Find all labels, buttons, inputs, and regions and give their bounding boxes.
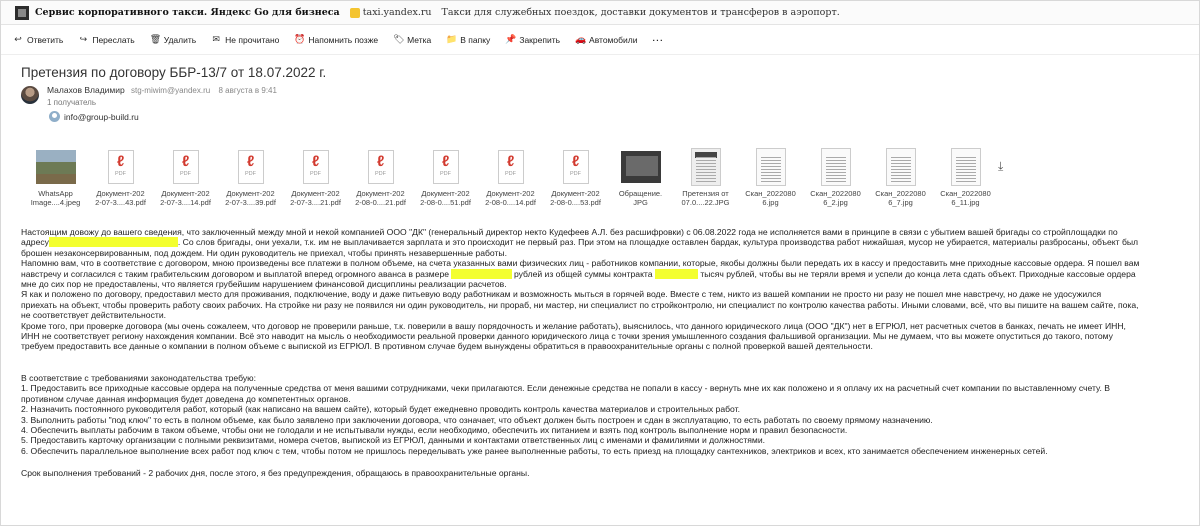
attachment-item[interactable] xyxy=(88,147,153,207)
delete-icon: 🗑 xyxy=(149,34,162,44)
attachment-item[interactable] xyxy=(803,147,868,207)
body-line: Напомню вам, что в соответствие с договором, мною произведены все платежи в полном объеме, на счета указанных вами физических лиц - работников компании, которые, якобы должны были передать их в кассу и предоставить мне приходные кассовые ордера. Я пошел вам xyxy=(21,258,1140,269)
body-line: 1. Предоставить все приходные кассовые ордера на полученные средства от меня вашими сотрудниками, чеки прилагаются. Если денежные средства не попали в кассу - вернуть мне их как положено и я оплачу их на расчетный счет компании по выставленному счету. В xyxy=(21,383,1110,394)
body-line: Кроме того, при проверке договора (мы очень сожалеем, что договор не проверили раньше, т.к. поверили в вашу порядочность и желание работать), выяснилось, что данного юридического лица (ООО "ДК") нет в ЕГРЮЛ, нет расчетных счетов в банках, печать не имеет ИНН, xyxy=(21,320,1126,331)
download-all-icon[interactable]: ⤓ xyxy=(998,159,1004,173)
attachment-item[interactable] xyxy=(218,147,283,207)
body-line: не соответствует действительности. xyxy=(21,310,167,321)
body-line: приехать на объект, чтобы проверить работу своих рабочих. На стройке ни разу не появился ни один руководитель, ни прораб, ни мастер, ни специалист по стройконтролю, ни специалист по контролю качества работы. Иными словами, всё, что вы пишите на вашем сайте, пока, xyxy=(21,299,1139,310)
body-line: противном случае данная информация будет доведена до компетентных органов. xyxy=(21,393,351,404)
attachment-item[interactable] xyxy=(738,147,803,207)
pdf-icon: ℓ PDF xyxy=(556,147,596,187)
attachment-item[interactable] xyxy=(348,147,413,207)
pdf-icon: ℓ PDF xyxy=(166,147,206,187)
attachment-thumbnail xyxy=(881,147,921,187)
attachment-thumbnail xyxy=(36,147,76,187)
attachment-item[interactable] xyxy=(413,147,478,207)
body-line: 6. Обеспечить параллельное выполнение всех работ под ключ с тем, чтобы потом не пришлось переделывать уже ранее выполненные работы, то есть приезд на площадку сантехников, электриков и всех, кто занимается обеспечением инженерных сетей. xyxy=(21,445,1048,456)
body-line: Я как и положено по договору, предоставил место для проживания, подключение, воду и даже питьевую воду работникам и возможность мыться в горячей воде. Вместе с тем, никто из вашей компании не просто ни разу не пошел мне навстречу, но даже не удосужился xyxy=(21,289,1102,300)
remind-label: Напомнить позже xyxy=(308,34,379,45)
reply-button[interactable] xyxy=(13,34,63,45)
attachment-item[interactable] xyxy=(933,147,998,207)
body-line: Срок выполнения требований - 2 рабочих дня, после этого, я без предупреждения, обращаюсь в правоохранительные органы. xyxy=(21,468,530,479)
body-line: В соответствие с требованиями законодательства требую: xyxy=(21,372,256,383)
cars-button[interactable] xyxy=(575,34,637,45)
unread-icon: ✉ xyxy=(212,34,220,44)
remind-button[interactable] xyxy=(294,34,378,45)
attachment-thumbnail xyxy=(621,147,661,187)
ad-search-result[interactable] xyxy=(1,1,1199,25)
message-body xyxy=(21,227,1191,479)
message-time: 8 августа в 9:41 xyxy=(218,86,277,95)
site-favicon xyxy=(15,6,29,20)
body-line: ИНН не соответствует региону нахождения компании. Всё это наводит на мысль о необходимости реальной проверки данного юридического лица с точки зрения умышленного создания фальшивой организации. Мы не думаем, что вы можете опуститься до такого, потому xyxy=(21,331,1113,342)
pdf-icon: ℓ PDF xyxy=(231,147,271,187)
attachment-name: Документ-202 2-08-0....21.pdf xyxy=(355,189,406,207)
sender-block xyxy=(21,85,277,107)
redacted-amount xyxy=(451,269,511,279)
forward-label: Переслать xyxy=(92,34,135,45)
attachment-name: Претензия от 07.0....22.JPG xyxy=(681,189,730,207)
attachment-name: Документ-202 2-08-0....51.pdf xyxy=(420,189,471,207)
attachment-name: Документ-202 2-07-3....39.pdf xyxy=(225,189,276,207)
attachment-name: Скан_2022080 6.jpg xyxy=(745,189,796,207)
label-label: Метка xyxy=(407,34,432,45)
redacted-address xyxy=(49,237,178,247)
remind-icon: ⏰ xyxy=(294,34,306,44)
yandex-icon xyxy=(350,8,360,18)
cars-icon: 🚗 xyxy=(575,34,587,44)
body-line: 3. Выполнить работы "под ключ" то есть в полном объеме, как было заявлено при заключении договора, что означает, что объект должен быть построен и сдан в эксплуатацию, то есть работать по своему прямому назначению. xyxy=(21,414,933,425)
reply-icon: ↩ xyxy=(14,34,22,44)
recipient-email: info@group-build.ru xyxy=(64,111,139,122)
pdf-icon: ℓ PDF xyxy=(296,147,336,187)
reply-label: Ответить xyxy=(27,34,64,45)
user-icon xyxy=(49,111,60,122)
attachment-name: Скан_2022080 6_2.jpg xyxy=(810,189,861,207)
body-line: брошен незаконсервированным, под дождем. Ни один руководитель не приехал, чтобы принять незавершенные работы. xyxy=(21,247,507,258)
body-line: адресу . Со слов бригады, они уехали, т.к. им не выплачивается зарплата и это происходит не первый раз. При этом на площадке оставлен бардак, культура производства работ нижайшая, мусор не убирается, материалы разбросаны, объект был xyxy=(21,237,1139,248)
attachment-name: Документ-202 2-08-0....53.pdf xyxy=(550,189,601,207)
attachment-item[interactable] xyxy=(673,147,738,207)
label-button[interactable] xyxy=(393,34,431,45)
sender-name[interactable]: Малахов Владимир xyxy=(47,85,125,95)
attachment-name: Документ-202 2-07-3....21.pdf xyxy=(290,189,341,207)
ad-description: Такси для служебных поездок, доставки документов и трансферов в аэропорт. xyxy=(441,7,840,18)
message-toolbar xyxy=(1,25,1199,55)
more-button[interactable] xyxy=(652,35,664,45)
attachment-item[interactable] xyxy=(543,147,608,207)
recipient-chip[interactable] xyxy=(49,111,139,122)
cars-label: Автомобили xyxy=(589,34,638,45)
unread-button[interactable] xyxy=(211,34,279,45)
body-line: 2. Назначить постоянного руководителя работ, который (как написано на вашем сайте), который будет ежедневно проводить контроль качества материалов и строительных работ. xyxy=(21,404,740,415)
body-line: 5. Предоставить карточку организации с полными реквизитами, номера счетов, выпиской из ЕГРЮЛ, данными и контактами ответственных лиц с именами и фамилиями и должностями. xyxy=(21,435,766,446)
attachment-thumbnail xyxy=(946,147,986,187)
ad-url[interactable]: taxi.yandex.ru xyxy=(362,7,432,18)
unread-label: Не прочитано xyxy=(225,34,280,45)
forward-button[interactable] xyxy=(78,34,134,45)
redacted-amount xyxy=(655,269,698,279)
folder-button[interactable] xyxy=(446,34,490,45)
attachment-thumbnail xyxy=(751,147,791,187)
message-subject: Претензия по договору ББР-13/7 от 18.07.2022 г. xyxy=(21,65,327,80)
attachment-item[interactable] xyxy=(283,147,348,207)
pdf-icon: ℓ PDF xyxy=(101,147,141,187)
more-label: ··· xyxy=(652,34,664,45)
attachment-name: Скан_2022080 6_7.jpg xyxy=(875,189,926,207)
attachment-thumbnail xyxy=(686,147,726,187)
attachment-item[interactable] xyxy=(23,147,88,207)
attachment-item[interactable] xyxy=(153,147,218,207)
attachment-item[interactable] xyxy=(608,147,673,207)
ad-title[interactable]: Сервис корпоративного такси. Яндекс Go для бизнеса xyxy=(35,7,340,18)
label-icon: 🏷 xyxy=(393,34,405,44)
body-line: Настоящим довожу до вашего сведения, что заключенный между мной и некой компанией ООО "ДК" (генеральный директор некто Кудефеев А.Л. без расшифровки) с 06.08.2022 года не исполняется вами в принципе в связи с убытием вашей бригады со стройплощадки по xyxy=(21,227,1118,237)
pin-button[interactable] xyxy=(505,34,560,45)
pdf-icon: ℓ PDF xyxy=(361,147,401,187)
attachment-name: Документ-202 2-07-3....43.pdf xyxy=(95,189,146,207)
body-line: мне до сих пор не предоставлены, что является грубейшим нарушением финансовой дисциплины реализации расчетов. xyxy=(21,279,507,290)
attachment-name: Скан_2022080 6_11.jpg xyxy=(940,189,991,207)
pin-icon: 📌 xyxy=(505,34,517,44)
body-line: требуем предоставить все данные о компании в полном объеме с выпиской из ЕГРЮЛ. В противном случае будем вынуждены обратиться в правоохранительные органы с полной проверкой вашей деятельности. xyxy=(21,341,873,352)
sender-avatar[interactable] xyxy=(21,86,39,104)
sender-email[interactable]: stg-miwim@yandex.ru xyxy=(130,86,211,95)
delete-button[interactable] xyxy=(150,34,196,45)
attachment-thumbnail xyxy=(816,147,856,187)
pdf-icon: ℓ PDF xyxy=(491,147,531,187)
folder-icon: 📁 xyxy=(446,34,458,44)
forward-icon: ↪ xyxy=(79,34,88,44)
attachment-name: WhatsApp Image....4.jpeg xyxy=(30,189,81,207)
attachment-name: Документ-202 2-08-0....14.pdf xyxy=(485,189,536,207)
attachments-list xyxy=(23,147,1003,207)
pdf-icon: ℓ PDF xyxy=(426,147,466,187)
attachment-name: Обращение. JPG xyxy=(618,189,663,207)
pin-label: Закрепить xyxy=(519,34,561,45)
delete-label: Удалить xyxy=(163,34,197,45)
folder-label: В папку xyxy=(460,34,491,45)
body-line: 4. Обеспечить выплаты рабочим в таком объеме, чтобы они не голодали и не испытывали нужды, если необходимо, обеспечить их питанием и взять под контроль выполнение норм и правил безопасности. xyxy=(21,424,848,435)
recipient-count[interactable]: 1 получатель xyxy=(47,98,96,107)
attachment-name: Документ-202 2-07-3....14.pdf xyxy=(160,189,211,207)
attachment-item[interactable] xyxy=(478,147,543,207)
attachment-item[interactable] xyxy=(868,147,933,207)
body-line: навстречу и согласился с таким грабительским договором и выплатой вперед огромного аванса в размере рублей из общей суммы контракта тысяч рублей, чтобы вы не теряли время и успели до конца лета сдать объект. Приходные кассовые ордера xyxy=(21,268,1136,279)
